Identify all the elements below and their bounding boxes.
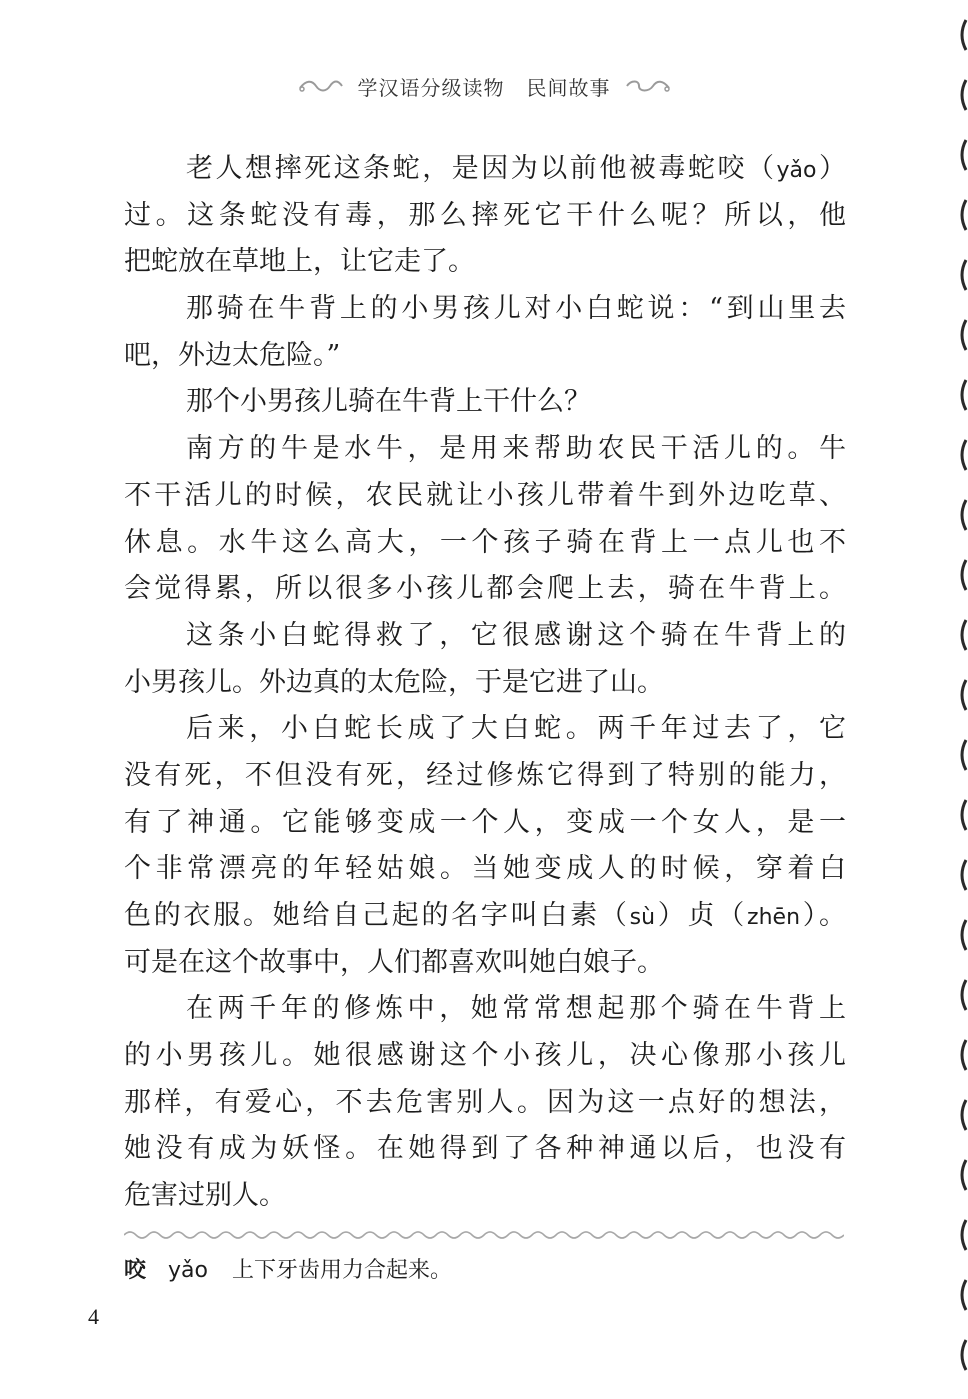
text-run: ）。 (800, 900, 847, 931)
text-line (124, 613, 846, 660)
text-run: 小男孩儿。外边真的太危险，于是它进了山。 (124, 666, 664, 698)
text-line (124, 940, 846, 987)
text-run: 后来，小白蛇长成了大白蛇。两千年过去了，它 (186, 713, 846, 745)
text-run: 在两千年的修炼中，她常常想起那个骑在牛背上 (186, 993, 846, 1025)
story-text (124, 146, 846, 1220)
footnote-pinyin: yǎo (168, 1258, 208, 1283)
text-line (124, 426, 846, 473)
series-title: 学汉语分级读物 (357, 75, 505, 100)
text-run: 有了神通。它能够变成一个人，变成一个女人，是一 (124, 806, 846, 838)
text-run: 她没有成为妖怪。在她得到了各种神通以后，也没有 (124, 1133, 846, 1165)
text-run: 过。这条蛇没有毒，那么摔死它干什么呢？所以，他 (124, 199, 846, 231)
text-line (124, 986, 846, 1033)
text-run: 南方的牛是水牛，是用来帮助农民干活儿的。牛 (186, 433, 846, 465)
text-line (124, 753, 846, 800)
text-run: ） (816, 153, 847, 184)
pinyin-annotation: zhēn (747, 905, 801, 930)
text-line (124, 146, 846, 193)
text-line (124, 1173, 846, 1220)
text-line (124, 1080, 846, 1127)
text-run: ）贞（ (655, 900, 748, 931)
text-line (124, 660, 846, 707)
text-line (124, 379, 846, 426)
text-run: 老人想摔死这条蛇，是因为以前他被毒蛇咬（ (186, 153, 777, 184)
text-line (124, 333, 846, 380)
text-run: 不干活儿的时候，农民就让小孩儿带着牛到外边吃草、 (124, 479, 846, 511)
footnote-definition: 上下牙齿用力合起来。 (231, 1258, 452, 1283)
text-run: 把蛇放在草地上，让它走了。 (124, 246, 475, 278)
text-run: 吧，外边太危险。” (124, 339, 341, 371)
text-line (124, 706, 846, 753)
text-run: 休息。水牛这么高大，一个孩子骑在背上一点儿也不 (124, 526, 846, 558)
header-title (358, 72, 611, 101)
pinyin-annotation: sù (629, 905, 656, 930)
text-line (124, 846, 846, 893)
text-run: 会觉得累，所以很多小孩儿都会爬上去，骑在牛背上。 (124, 573, 846, 605)
text-line (124, 473, 846, 520)
text-line (124, 1033, 846, 1080)
text-run: 那骑在牛背上的小男孩儿对小白蛇说：“到山里去 (186, 293, 846, 325)
text-line (124, 1126, 846, 1173)
book-title: 民间故事 (526, 75, 611, 100)
text-run: 这条小白蛇得救了，它很感谢这个骑在牛背上的 (186, 619, 846, 651)
left-swirl-ornament (298, 78, 344, 94)
right-swirl-ornament (625, 78, 671, 94)
text-run: 色的衣服。她给自己起的名字叫白素（ (124, 900, 630, 931)
text-run: 可是在这个故事中，人们都喜欢叫她白娘子。 (124, 946, 664, 978)
text-line (124, 193, 846, 240)
text-line (124, 566, 846, 613)
text-run: 的小男孩儿。她很感谢这个小孩儿，决心像那小孩儿 (124, 1040, 846, 1072)
page-number: 4 (88, 1304, 99, 1329)
pinyin-annotation: yǎo (776, 158, 817, 183)
decorative-edge-border (954, 0, 968, 1399)
wave-divider (124, 1228, 844, 1242)
text-run: 那个小男孩儿骑在牛背上干什么？ (186, 386, 591, 418)
text-line (124, 893, 846, 940)
text-line (124, 800, 846, 847)
text-line (124, 286, 846, 333)
text-run: 那样，有爱心，不去危害别人。因为这一点好的想法， (124, 1086, 846, 1118)
text-line (124, 520, 846, 567)
footnote-word: 咬 (124, 1257, 147, 1283)
text-line (124, 239, 846, 286)
text-run: 个非常漂亮的年轻姑娘。当她变成人的时候，穿着白 (124, 853, 846, 885)
text-run: 危害过别人。 (124, 1180, 286, 1212)
footnote (124, 1252, 844, 1288)
running-header (0, 68, 968, 104)
text-run: 没有死，不但没有死，经过修炼它得到了特别的能力， (124, 759, 846, 791)
